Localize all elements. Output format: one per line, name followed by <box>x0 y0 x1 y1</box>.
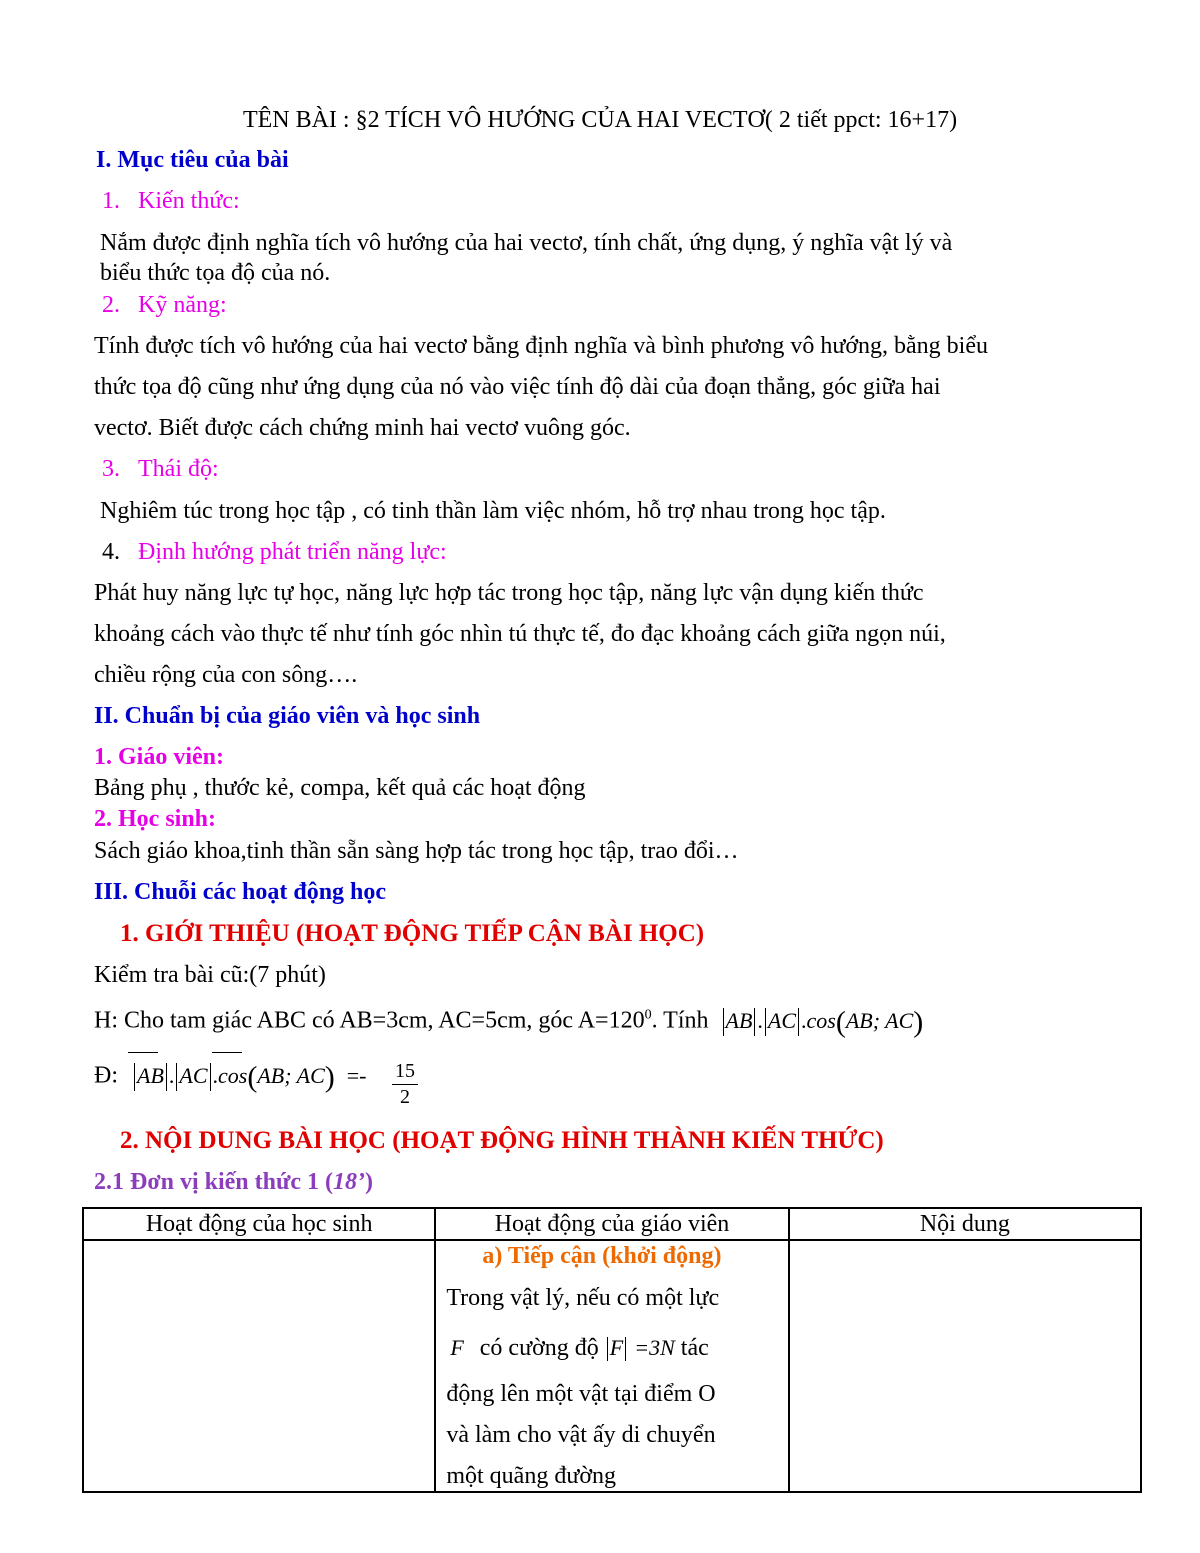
section-3-heading: III. Chuỗi các hoạt động học <box>94 879 387 905</box>
unit-heading: 2.1 Đơn vị kiến thức 1 (18’) <box>94 1169 374 1195</box>
answer-formula: AB . AC .cos(AB; AC) =- <box>132 1063 367 1089</box>
skills-heading <box>102 292 227 319</box>
competence-label: Định hướng phát triển năng lực: <box>138 539 447 565</box>
table-header-row <box>83 1208 1141 1240</box>
cos-arguments: AB; AC <box>845 1007 914 1033</box>
activities-table <box>82 1207 1142 1493</box>
skills-label: Kỹ năng: <box>138 292 227 318</box>
content-cell <box>789 1240 1141 1492</box>
competence-heading <box>102 539 447 566</box>
degree-superscript: 0 <box>644 1007 652 1023</box>
vector-ac: AC <box>767 1007 797 1033</box>
arrow-ab-decoration <box>128 1052 158 1053</box>
fraction-denominator: 2 <box>400 1086 410 1108</box>
teacher-line-1: Trong vật lý, nếu có một lực <box>446 1285 720 1311</box>
attitude-line-1: Nghiêm túc trong học tập , có tinh thần làm việc nhóm, hỗ trợ nhau trong học tập. <box>100 498 886 524</box>
teacher-line-4: và làm cho vật ấy di chuyển <box>446 1422 716 1448</box>
competence-line-3: chiều rộng của con sông…. <box>94 662 358 688</box>
attitude-heading <box>102 456 219 483</box>
answer-vector-ac: AC <box>179 1062 208 1088</box>
page-title: TÊN BÀI : §2 TÍCH VÔ HƯỚNG CỦA HAI VECTƠ( 2 tiết ppct: 16+17) <box>242 107 958 133</box>
skills-line-1: Tính được tích vô hướng của hai vectơ bằng định nghĩa và bình phương vô hướng, bằng biểu <box>94 333 988 359</box>
header-teacher-activity: Hoạt động của giáo viên <box>435 1208 788 1240</box>
competence-line-2: khoảng cách vào thực tế như tính góc nhìn tú thực tế, đo đạc khoảng cách giữa ngọn núi, <box>94 621 946 647</box>
answer-label: Đ: <box>94 1062 118 1089</box>
answer-equals: =- <box>346 1062 367 1088</box>
knowledge-number: 1. <box>102 188 120 214</box>
arrow-ac-decoration <box>212 1052 242 1053</box>
answer-vector-ab: AB <box>137 1062 164 1088</box>
student-prep-label: 2. Học sinh: <box>94 806 217 832</box>
approach-item-label: a) Tiếp cận (khởi động) <box>482 1243 722 1269</box>
answer-line <box>94 1060 367 1094</box>
teacher-prep-text: Bảng phụ , thước kẻ, compa, kết quả các hoạt động <box>94 775 586 801</box>
answer-cos-function: cos <box>218 1062 248 1088</box>
knowledge-line-2: biểu thức tọa độ của nó. <box>100 260 331 286</box>
teacher-line-2: F có cường độ F =3N tác <box>450 1335 709 1361</box>
header-student-activity: Hoạt động của học sinh <box>83 1208 435 1240</box>
student-activity-cell <box>83 1240 435 1492</box>
force-value: =3N <box>634 1335 675 1360</box>
skills-line-3: vectơ. Biết được cách chứng minh hai vectơ vuông góc. <box>94 415 631 441</box>
section-1-heading: I. Mục tiêu của bài <box>96 147 289 173</box>
force-symbol: F <box>450 1335 464 1360</box>
force-magnitude-symbol: F <box>609 1335 624 1360</box>
old-lesson-check: Kiểm tra bài cũ:(7 phút) <box>94 962 326 988</box>
section-2-heading: II. Chuẩn bị của giáo viên và học sinh <box>94 703 481 729</box>
knowledge-line-1: Nắm được định nghĩa tích vô hướng của hai vectơ, tính chất, ứng dụng, ý nghĩa vật lý và <box>100 230 953 256</box>
table-row <box>83 1240 1141 1492</box>
answer-cos-arguments: AB; AC <box>257 1062 325 1088</box>
attitude-label: Thái độ: <box>138 456 219 482</box>
question-suffix: . Tính <box>651 1007 709 1034</box>
attitude-number: 3. <box>102 456 120 482</box>
question-text: H: Cho tam giác ABC có AB=3cm, AC=5cm, góc A=120 <box>94 1007 645 1034</box>
teacher-activity-cell <box>435 1240 788 1492</box>
knowledge-heading <box>102 188 240 215</box>
question-formula: AB . AC .cos(AB; AC) <box>721 1008 924 1034</box>
teacher-prep-label: 1. Giáo viên: <box>94 744 224 770</box>
cos-function: cos <box>806 1007 836 1033</box>
header-content: Nội dung <box>789 1208 1141 1240</box>
unit-time: 18’ <box>333 1169 366 1195</box>
teacher-line-3: động lên một vật tại điểm O <box>446 1381 716 1407</box>
intro-heading: 1. GIỚI THIỆU (HOẠT ĐỘNG TIẾP CẬN BÀI HỌC) <box>120 920 705 947</box>
skills-number: 2. <box>102 292 120 318</box>
fraction <box>392 1060 418 1109</box>
competence-line-1: Phát huy năng lực tự học, năng lực hợp tác trong học tập, năng lực vận dụng kiến thức <box>94 580 924 606</box>
competence-number: 4. <box>102 539 120 565</box>
fraction-numerator: 15 <box>395 1060 415 1082</box>
teacher-line-5: một quãng đường <box>446 1463 617 1489</box>
knowledge-label: Kiến thức: <box>138 188 240 214</box>
vector-ab: AB <box>725 1007 753 1033</box>
skills-line-2: thức tọa độ cũng như ứng dụng của nó vào việc tính độ dài của đoạn thẳng, góc giữa hai <box>94 374 941 400</box>
content-heading: 2. NỘI DUNG BÀI HỌC (HOẠT ĐỘNG HÌNH THÀNH KIẾN THỨC) <box>120 1127 884 1154</box>
student-prep-text: Sách giáo khoa,tinh thần sẵn sàng hợp tác trong học tập, trao đổi… <box>94 838 739 864</box>
question-line <box>94 1005 923 1039</box>
